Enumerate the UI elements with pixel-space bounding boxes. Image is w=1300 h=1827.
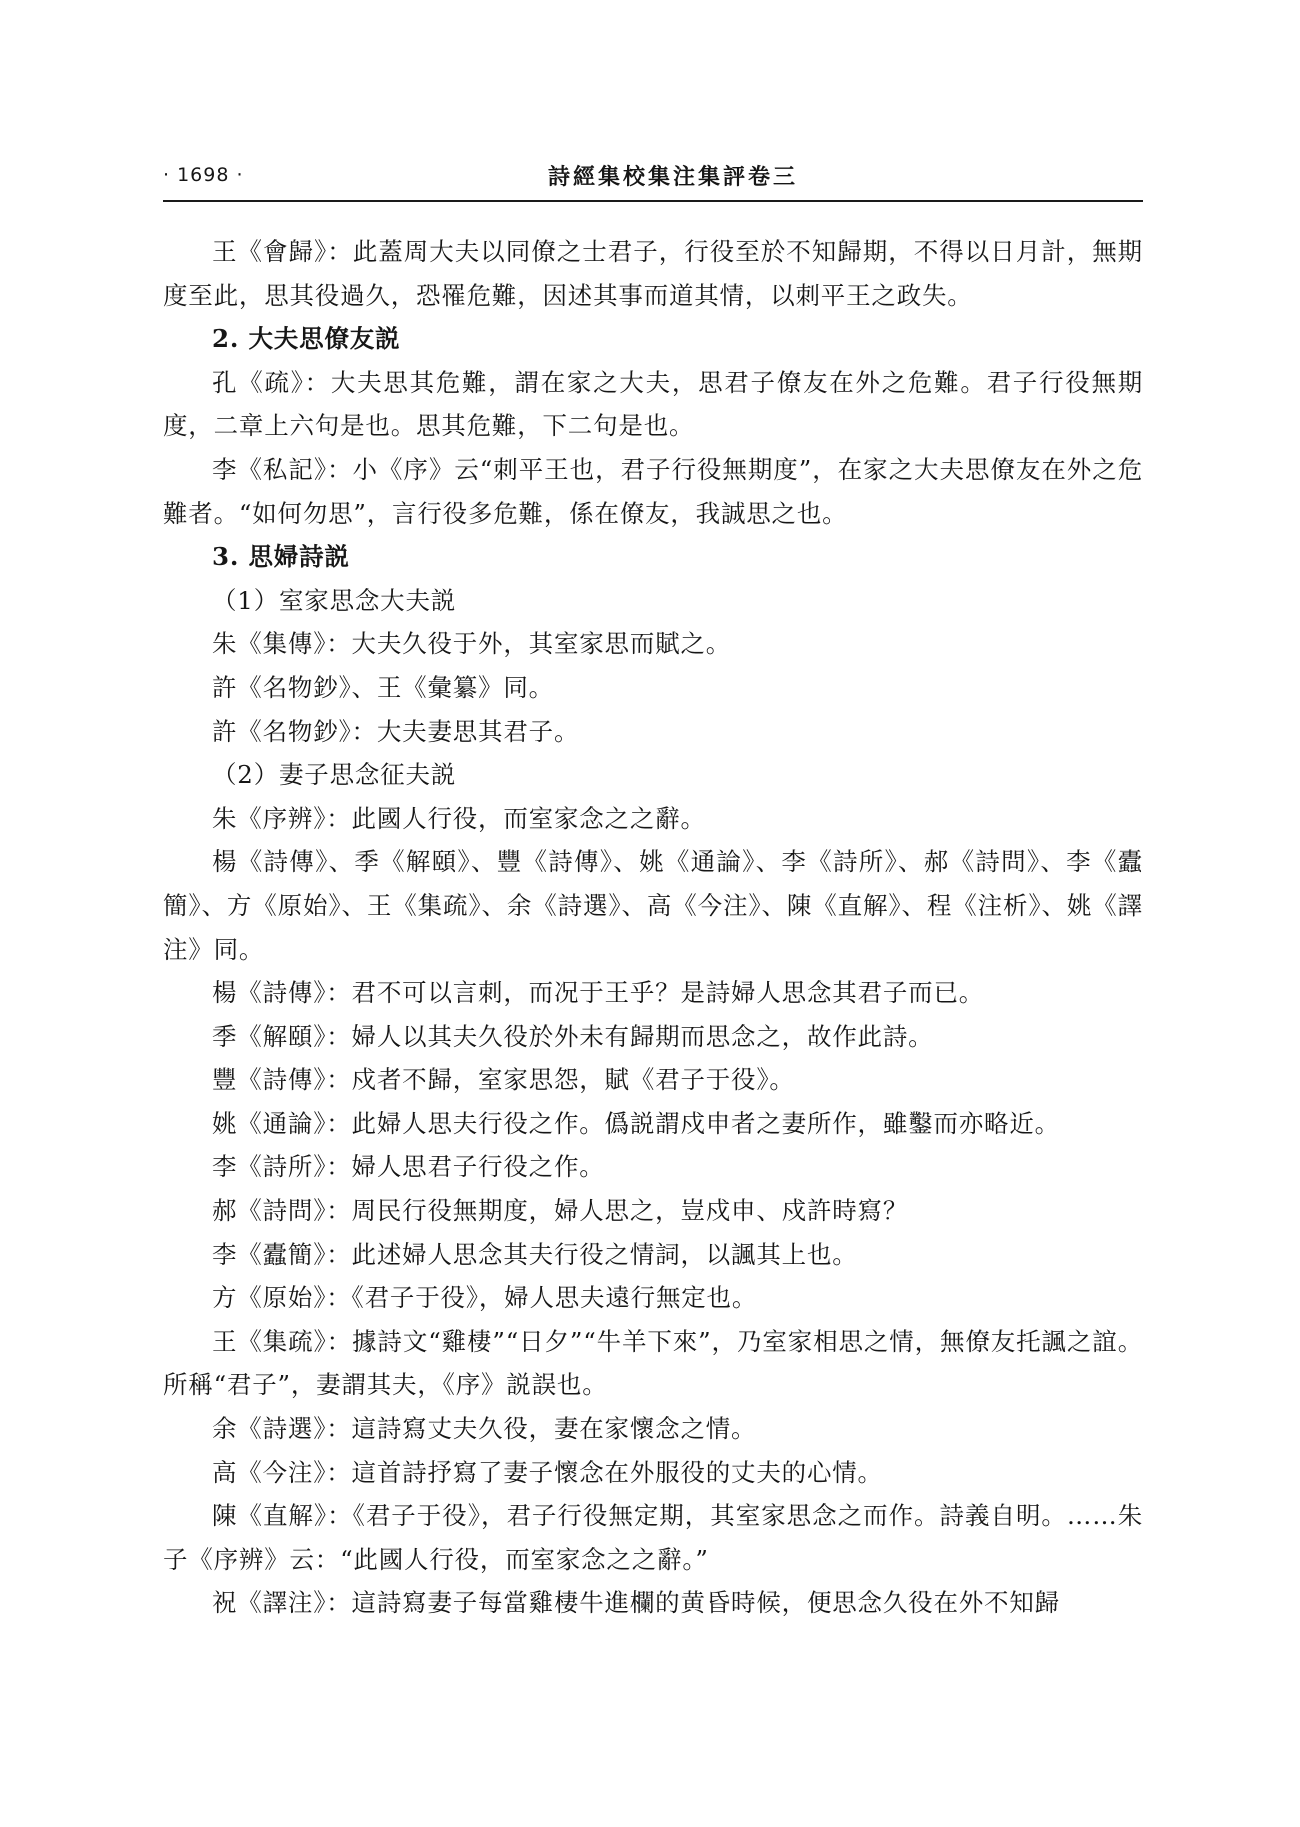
paragraph: 季《解頤》：婦人以其夫久役於外未有歸期而思念之，故作此詩。 [212, 1021, 934, 1051]
section-heading: 3. 思婦詩説 [212, 542, 350, 572]
header-rule [163, 200, 1143, 202]
paragraph: 朱《序辨》：此國人行役，而室家念之之辭。 [212, 803, 706, 833]
paragraph: 李《詩所》：婦人思君子行役之作。 [212, 1152, 605, 1182]
paragraph: 孔《疏》：大夫思其危難，謂在家之大夫，思君子僚友在外之危難。君子行役無期度，二章上六句是也。思其危難，下二句是也。 [163, 367, 1143, 441]
paragraph: 豐《詩傳》：戍者不歸，室家思怨，賦《君子于役》。 [212, 1065, 795, 1095]
paragraph: 王《集疏》：據詩文“雞棲”“日夕”“牛羊下來”，乃室家相思之情，無僚友托諷之誼。所稱“君子”，妻謂其夫，《序》説誤也。 [163, 1326, 1143, 1400]
subsection-heading: （1）室家思念大夫説 [212, 585, 457, 615]
running-title: 詩經集校集注集評卷三 [547, 164, 798, 190]
section-heading: 2. 大夫思僚友説 [212, 324, 401, 354]
paragraph: 楊《詩傳》、季《解頤》、豐《詩傳》、姚《通論》、李《詩所》、郝《詩問》、李《蠹簡》、方《原始》、王《集疏》、余《詩選》、高《今注》、陳《直解》、程《注析》、姚《譯注》同。 [163, 847, 1143, 964]
paragraph: 祝《譯注》：這詩寫妻子每當雞棲牛進欄的黄昏時候，便思念久役在外不知歸 [212, 1588, 1060, 1618]
paragraph: 朱《集傳》：大夫久役于外，其室家思而賦之。 [212, 629, 732, 659]
paragraph: 王《會歸》：此蓋周大夫以同僚之士君子，行役至於不知歸期，不得以日月計，無期度至此，思其役過久，恐罹危難，因述其事而道其情，以刺平王之政失。 [163, 237, 1143, 310]
paragraph: 李《蠹簡》：此述婦人思念其夫行役之情詞，以諷其上也。 [212, 1239, 858, 1269]
paragraph: 許《名物鈔》：大夫妻思其君子。 [212, 716, 580, 746]
page-number: · 1698 · [163, 164, 244, 186]
paragraph: 姚《通論》：此婦人思夫行役之作。僞説謂戍申者之妻所作，雖鑿而亦略近。 [212, 1108, 1060, 1138]
paragraph: 李《私記》：小《序》云“刺平王也，君子行役無期度”，在家之大夫思僚友在外之危難者。“如何勿思”，言行役多危難，係在僚友，我誠思之也。 [163, 454, 1143, 528]
paragraph: 郝《詩問》：周民行役無期度，婦人思之，豈戍申、戍許時寫？ [212, 1196, 909, 1226]
body-text [163, 230, 1143, 1625]
paragraph: 楊《詩傳》：君不可以言刺，而况于王乎？是詩婦人思念其君子而已。 [212, 978, 985, 1008]
paragraph: 陳《直解》：《君子于役》，君子行役無定期，其室家思念之而作。詩義自明。……朱子《序辨》云：“此國人行役，而室家念之之辭。” [163, 1501, 1143, 1574]
paragraph: 方《原始》：《君子于役》，婦人思夫遠行無定也。 [212, 1283, 758, 1313]
subsection-heading: （2）妻子思念征夫説 [212, 760, 457, 790]
paragraph: 許《名物鈔》、王《彙纂》同。 [212, 672, 554, 702]
paragraph: 高《今注》：這首詩抒寫了妻子懷念在外服役的丈夫的心情。 [212, 1457, 883, 1487]
page-header [163, 160, 1143, 200]
paragraph: 余《詩選》：這詩寫丈夫久役，妻在家懷念之情。 [212, 1414, 757, 1444]
